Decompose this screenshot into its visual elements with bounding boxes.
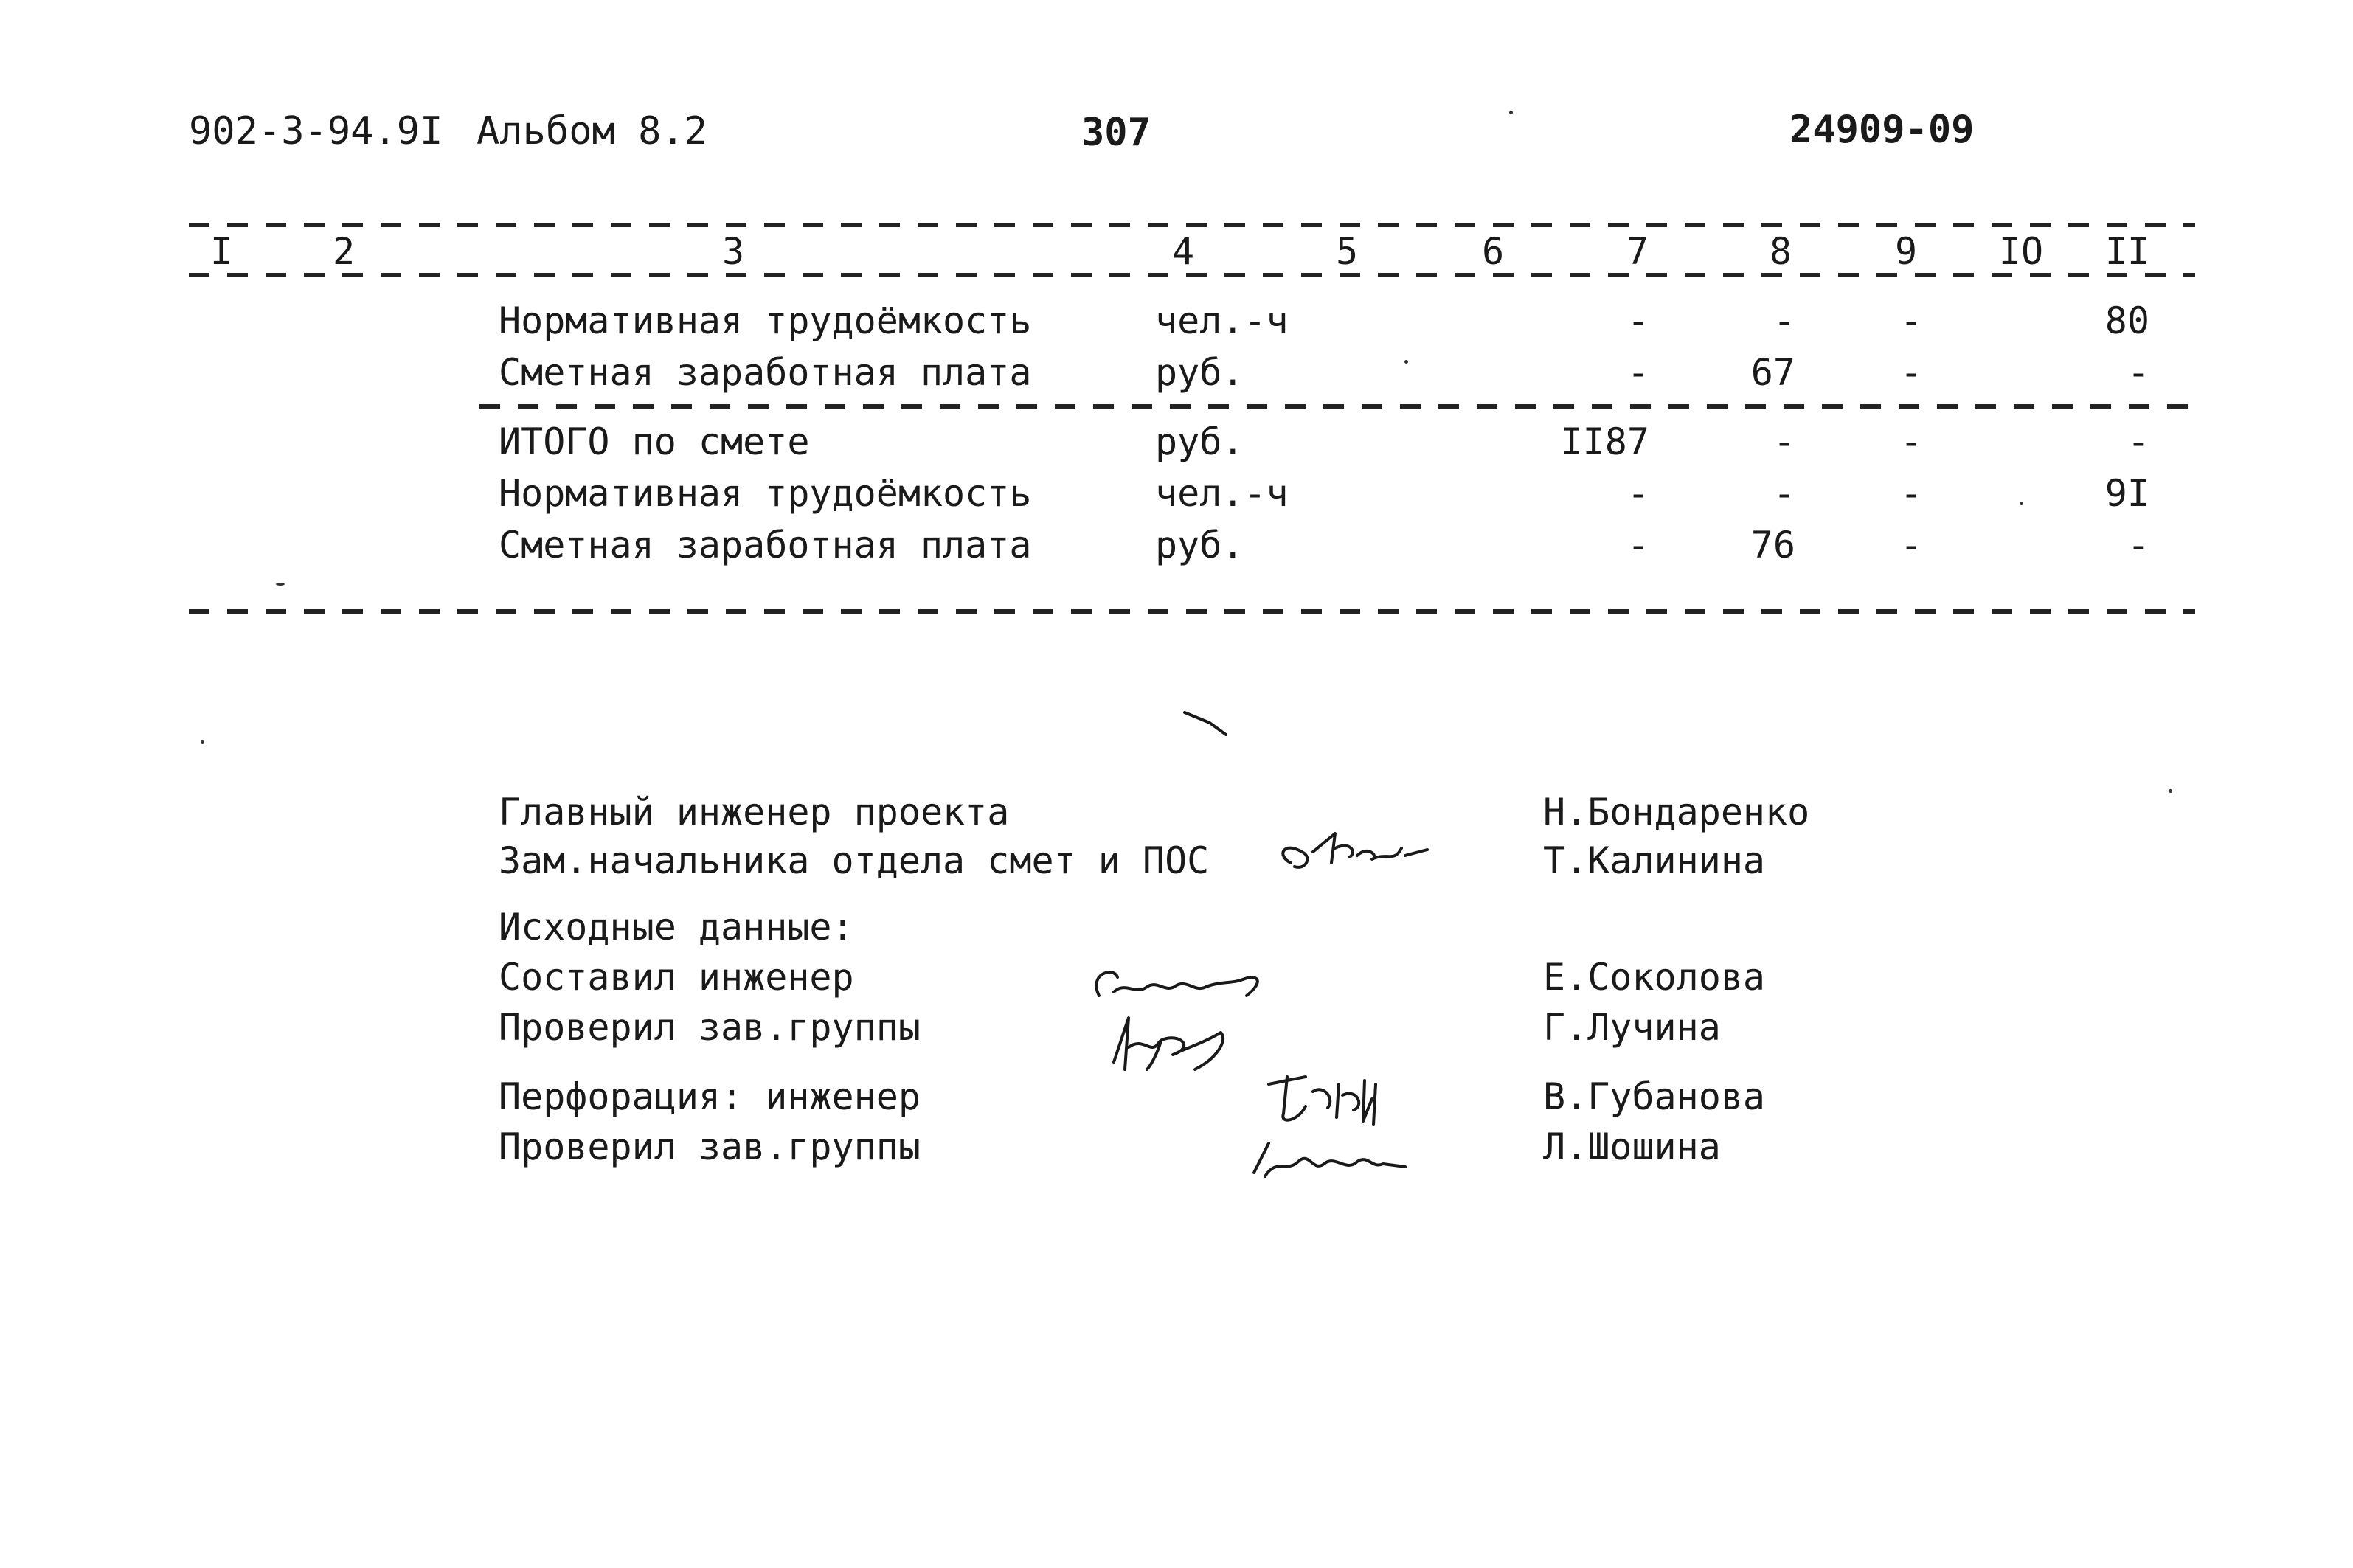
role-perforation: Перфорация: инженер xyxy=(499,1075,921,1118)
table-bottom-rule xyxy=(189,609,2195,614)
row-label: Нормативная трудоёмкость xyxy=(499,299,1032,342)
name-checked-second: Л.Шошина xyxy=(1543,1125,1721,1168)
role-compiled: Составил инженер xyxy=(499,956,854,999)
header-bottom-rule xyxy=(189,273,2195,277)
cell-col9: - xyxy=(1899,351,1922,394)
row-unit: чел.-ч xyxy=(1155,472,1289,515)
album-label: Альбом 8.2 xyxy=(477,109,708,153)
cell-col11: - xyxy=(2127,524,2149,566)
column-header: 5 xyxy=(1335,230,1359,273)
cell-col8: - xyxy=(1772,472,1795,515)
scan-speck xyxy=(1509,111,1513,114)
column-header: 7 xyxy=(1626,230,1649,273)
cell-col9: - xyxy=(1899,299,1922,342)
name-chief-engineer: Н.Бондаренко xyxy=(1543,791,1810,833)
name-compiled: Е.Соколова xyxy=(1543,956,1766,999)
archive-number: 24909-09 xyxy=(1789,108,1975,152)
role-chief-engineer: Главный инженер проекта xyxy=(499,791,1010,833)
cell-col7: - xyxy=(1626,472,1649,515)
cell-col11: - xyxy=(2127,420,2149,463)
name-perforation: В.Губанова xyxy=(1543,1075,1766,1118)
column-header: II xyxy=(2104,230,2150,273)
column-header: 9 xyxy=(1894,230,1918,273)
group-separator-rule xyxy=(479,404,2195,409)
row-label: Сметная заработная плата xyxy=(499,524,1032,566)
column-header: 4 xyxy=(1171,230,1195,273)
row-label: Нормативная трудоёмкость xyxy=(499,472,1032,515)
scan-speck xyxy=(2169,789,2172,793)
cell-col8: - xyxy=(1772,299,1795,342)
scan-speck xyxy=(276,583,285,586)
cell-col11: 9I xyxy=(2104,472,2149,515)
column-header: 3 xyxy=(721,230,745,273)
role-checked-first: Проверил зав.группы xyxy=(499,1006,921,1049)
cell-col8: 76 xyxy=(1750,524,1795,566)
column-header: 8 xyxy=(1769,230,1792,273)
stray-mark xyxy=(1180,708,1232,745)
cell-col9: - xyxy=(1899,420,1922,463)
cell-col8: 67 xyxy=(1750,351,1795,394)
row-unit: руб. xyxy=(1155,420,1244,463)
cell-col8: - xyxy=(1772,420,1795,463)
column-header: I xyxy=(209,230,233,273)
row-unit: чел.-ч xyxy=(1155,299,1289,342)
cell-col9: - xyxy=(1899,524,1922,566)
scan-speck xyxy=(201,740,204,744)
doc-code: 902-3-94.9I xyxy=(189,109,443,153)
cell-col11: - xyxy=(2127,351,2149,394)
cell-col7: - xyxy=(1626,524,1649,566)
scan-speck xyxy=(2020,502,2023,505)
cell-col11: 80 xyxy=(2104,299,2149,342)
name-deputy-head: Т.Калинина xyxy=(1543,839,1766,882)
signature-checked-first xyxy=(1084,1003,1247,1084)
row-unit: руб. xyxy=(1155,351,1244,394)
role-checked-second: Проверил зав.группы xyxy=(499,1125,921,1168)
column-header: IO xyxy=(1998,230,2044,273)
cell-col7: II87 xyxy=(1560,420,1649,463)
name-checked-first: Г.Лучина xyxy=(1543,1006,1721,1049)
column-header: 6 xyxy=(1481,230,1505,273)
table-top-rule xyxy=(189,223,2195,227)
source-data-heading: Исходные данные: xyxy=(499,906,854,948)
cell-col7: - xyxy=(1626,299,1649,342)
row-unit: руб. xyxy=(1155,524,1244,566)
row-label: Сметная заработная плата xyxy=(499,351,1032,394)
cell-col7: - xyxy=(1626,351,1649,394)
cell-col9: - xyxy=(1899,472,1922,515)
row-label: ИТОГО по смете xyxy=(499,420,810,463)
column-header: 2 xyxy=(332,230,356,273)
page-number: 307 xyxy=(1081,111,1151,155)
role-deputy-head: Зам.начальника отдела смет и ПОС xyxy=(499,839,1210,882)
signature-deputy-head xyxy=(1269,811,1446,885)
scan-speck xyxy=(1404,360,1408,364)
signature-checked-second xyxy=(1239,1121,1416,1187)
